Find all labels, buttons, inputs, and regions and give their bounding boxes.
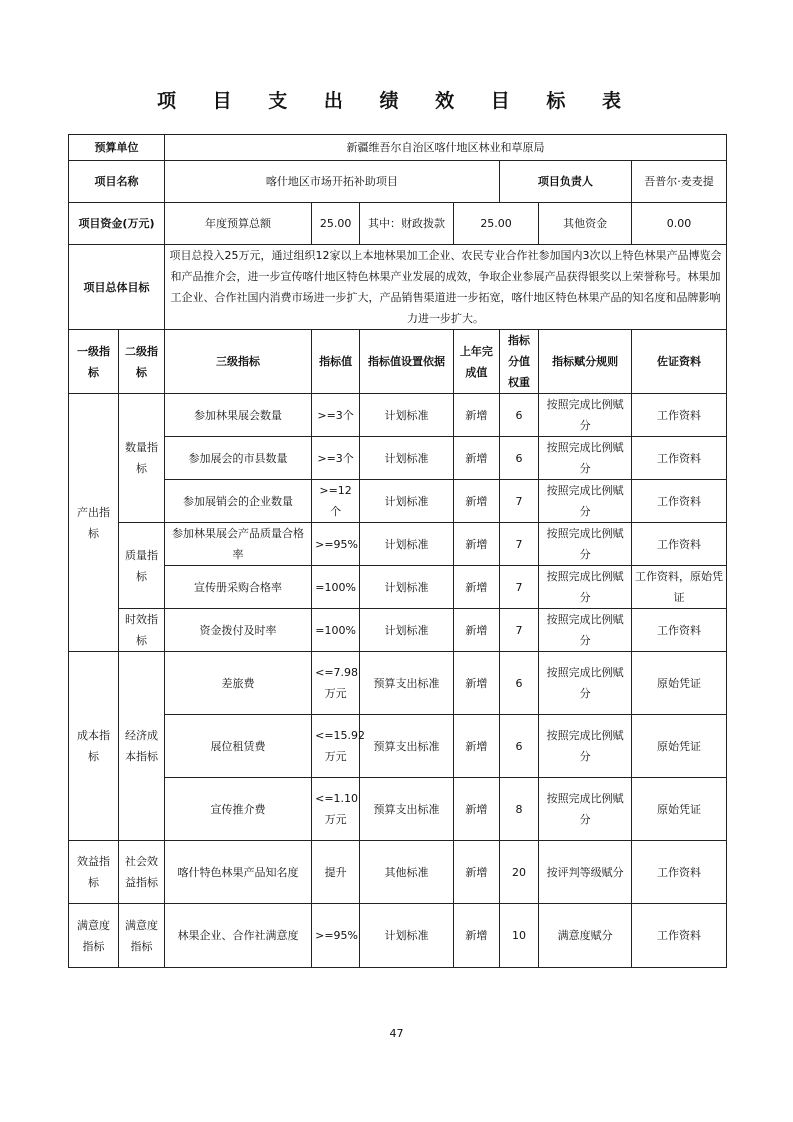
indicator-name: 展位租赁费 — [164, 715, 311, 778]
indicator-rule: 按照完成比例赋分 — [539, 437, 632, 480]
indicator-weight: 7 — [499, 566, 538, 609]
fiscal-label: 其中：财政拨款 — [360, 203, 454, 245]
indicator-weight: 8 — [499, 778, 538, 841]
group-satisfaction-sub: 满意度指标 — [119, 904, 165, 968]
indicator-evidence: 工作资料，原始凭证 — [631, 566, 726, 609]
indicator-basis: 计划标准 — [360, 480, 454, 523]
indicator-last: 新增 — [453, 841, 499, 904]
indicator-last: 新增 — [453, 715, 499, 778]
indicator-value: <=1.10万元 — [312, 778, 360, 841]
project-name-label: 项目名称 — [69, 161, 165, 203]
indicator-evidence: 原始凭证 — [631, 715, 726, 778]
indicator-basis: 预算支出标准 — [360, 715, 454, 778]
header-rule: 指标赋分规则 — [539, 330, 632, 394]
indicator-basis: 计划标准 — [360, 394, 454, 437]
indicator-last: 新增 — [453, 566, 499, 609]
indicator-value: >=95% — [312, 904, 360, 968]
unit-label: 预算单位 — [69, 135, 165, 161]
indicator-last: 新增 — [453, 394, 499, 437]
indicator-rule: 按照完成比例赋分 — [539, 394, 632, 437]
indicator-weight: 10 — [499, 904, 538, 968]
indicator-weight: 6 — [499, 437, 538, 480]
group-quantity: 数量指标 — [119, 394, 165, 523]
indicator-value: =100% — [312, 566, 360, 609]
indicator-rule: 按照完成比例赋分 — [539, 566, 632, 609]
indicator-rule: 按照完成比例赋分 — [539, 609, 632, 652]
header-level2: 二级指标 — [119, 330, 165, 394]
leader-value: 吾普尔·麦麦提 — [631, 161, 726, 203]
indicator-name: 宣传册采购合格率 — [164, 566, 311, 609]
indicator-basis: 计划标准 — [360, 566, 454, 609]
indicator-basis: 计划标准 — [360, 437, 454, 480]
group-satisfaction: 满意度指标 — [69, 904, 119, 968]
indicator-evidence: 工作资料 — [631, 609, 726, 652]
indicator-name: 宣传推介费 — [164, 778, 311, 841]
indicator-name: 喀什特色林果产品知名度 — [164, 841, 311, 904]
indicator-name: 参加展销会的企业数量 — [164, 480, 311, 523]
indicator-name: 参加林果展会数量 — [164, 394, 311, 437]
indicator-evidence: 工作资料 — [631, 480, 726, 523]
indicator-name: 林果企业、合作社满意度 — [164, 904, 311, 968]
performance-table — [68, 134, 727, 968]
indicator-basis: 预算支出标准 — [360, 652, 454, 715]
indicator-rule: 按评判等级赋分 — [539, 841, 632, 904]
goal-text: 项目总投入25万元，通过组织12家以上本地林果加工企业、农民专业合作社参加国内3次以上特色林果产品博览会和产品推介会，进一步宣传喀什地区特色林果产业发展的成效，争取企业参展产品获得银奖以上荣誉称号。林果加工企业、合作社国内消费市场进一步扩大，产品销售渠道进一步拓宽，喀什地区特色林果产品的知名度和品牌影响力进一步扩大。 — [164, 245, 726, 330]
indicator-rule: 满意度赋分 — [539, 904, 632, 968]
indicator-rule: 按照完成比例赋分 — [539, 778, 632, 841]
indicator-evidence: 工作资料 — [631, 523, 726, 566]
group-cost: 成本指标 — [69, 652, 119, 841]
indicator-basis: 计划标准 — [360, 523, 454, 566]
indicator-basis: 其他标准 — [360, 841, 454, 904]
unit-value: 新疆维吾尔自治区喀什地区林业和草原局 — [164, 135, 726, 161]
indicator-rule: 按照完成比例赋分 — [539, 652, 632, 715]
annual-budget-value: 25.00 — [312, 203, 360, 245]
indicator-last: 新增 — [453, 437, 499, 480]
indicator-weight: 7 — [499, 523, 538, 566]
indicator-last: 新增 — [453, 609, 499, 652]
indicator-last: 新增 — [453, 904, 499, 968]
indicator-value: =100% — [312, 609, 360, 652]
indicator-value: 提升 — [312, 841, 360, 904]
indicator-weight: 6 — [499, 715, 538, 778]
leader-label: 项目负责人 — [499, 161, 631, 203]
indicator-name: 差旅费 — [164, 652, 311, 715]
other-value: 0.00 — [631, 203, 726, 245]
header-value: 指标值 — [312, 330, 360, 394]
indicator-last: 新增 — [453, 652, 499, 715]
header-evidence: 佐证资料 — [631, 330, 726, 394]
indicator-weight: 7 — [499, 480, 538, 523]
page-title: 项 目 支 出 绩 效 目 标 表 — [157, 90, 636, 112]
indicator-name: 参加展会的市县数量 — [164, 437, 311, 480]
indicator-evidence: 原始凭证 — [631, 778, 726, 841]
group-timeliness: 时效指标 — [119, 609, 165, 652]
header-level1: 一级指标 — [69, 330, 119, 394]
group-social-benefit: 社会效益指标 — [119, 841, 165, 904]
header-level3: 三级指标 — [164, 330, 311, 394]
indicator-rule: 按照完成比例赋分 — [539, 715, 632, 778]
indicator-evidence: 工作资料 — [631, 437, 726, 480]
indicator-basis: 计划标准 — [360, 609, 454, 652]
indicator-rule: 按照完成比例赋分 — [539, 523, 632, 566]
header-last-year: 上年完成值 — [453, 330, 499, 394]
indicator-name: 资金拨付及时率 — [164, 609, 311, 652]
indicator-name: 参加林果展会产品质量合格率 — [164, 523, 311, 566]
indicator-evidence: 工作资料 — [631, 394, 726, 437]
indicator-last: 新增 — [453, 523, 499, 566]
indicator-value: >=12个 — [312, 480, 360, 523]
page-number: 47 — [389, 1027, 404, 1040]
indicator-evidence: 工作资料 — [631, 904, 726, 968]
other-label: 其他资金 — [539, 203, 632, 245]
indicator-rule: 按照完成比例赋分 — [539, 480, 632, 523]
indicator-weight: 7 — [499, 609, 538, 652]
indicator-value: >=3个 — [312, 437, 360, 480]
indicator-weight: 6 — [499, 652, 538, 715]
indicator-evidence: 工作资料 — [631, 841, 726, 904]
indicator-evidence: 原始凭证 — [631, 652, 726, 715]
indicator-value: <=7.98万元 — [312, 652, 360, 715]
indicator-value: >=3个 — [312, 394, 360, 437]
header-basis: 指标值设置依据 — [360, 330, 454, 394]
group-output: 产出指标 — [69, 394, 119, 652]
indicator-value: >=95% — [312, 523, 360, 566]
project-name-value: 喀什地区市场开拓补助项目 — [164, 161, 499, 203]
annual-budget-label: 年度预算总额 — [164, 203, 311, 245]
indicator-basis: 计划标准 — [360, 904, 454, 968]
indicator-last: 新增 — [453, 480, 499, 523]
group-economic-cost: 经济成本指标 — [119, 652, 165, 841]
indicator-value: <=15.92万元 — [312, 715, 360, 778]
group-benefit: 效益指标 — [69, 841, 119, 904]
fund-label: 项目资金(万元) — [69, 203, 165, 245]
indicator-weight: 20 — [499, 841, 538, 904]
group-quality: 质量指标 — [119, 523, 165, 609]
fiscal-value: 25.00 — [453, 203, 538, 245]
indicator-weight: 6 — [499, 394, 538, 437]
header-weight: 指标分值权重 — [499, 330, 538, 394]
goal-label: 项目总体目标 — [69, 245, 165, 330]
indicator-basis: 预算支出标准 — [360, 778, 454, 841]
indicator-last: 新增 — [453, 778, 499, 841]
